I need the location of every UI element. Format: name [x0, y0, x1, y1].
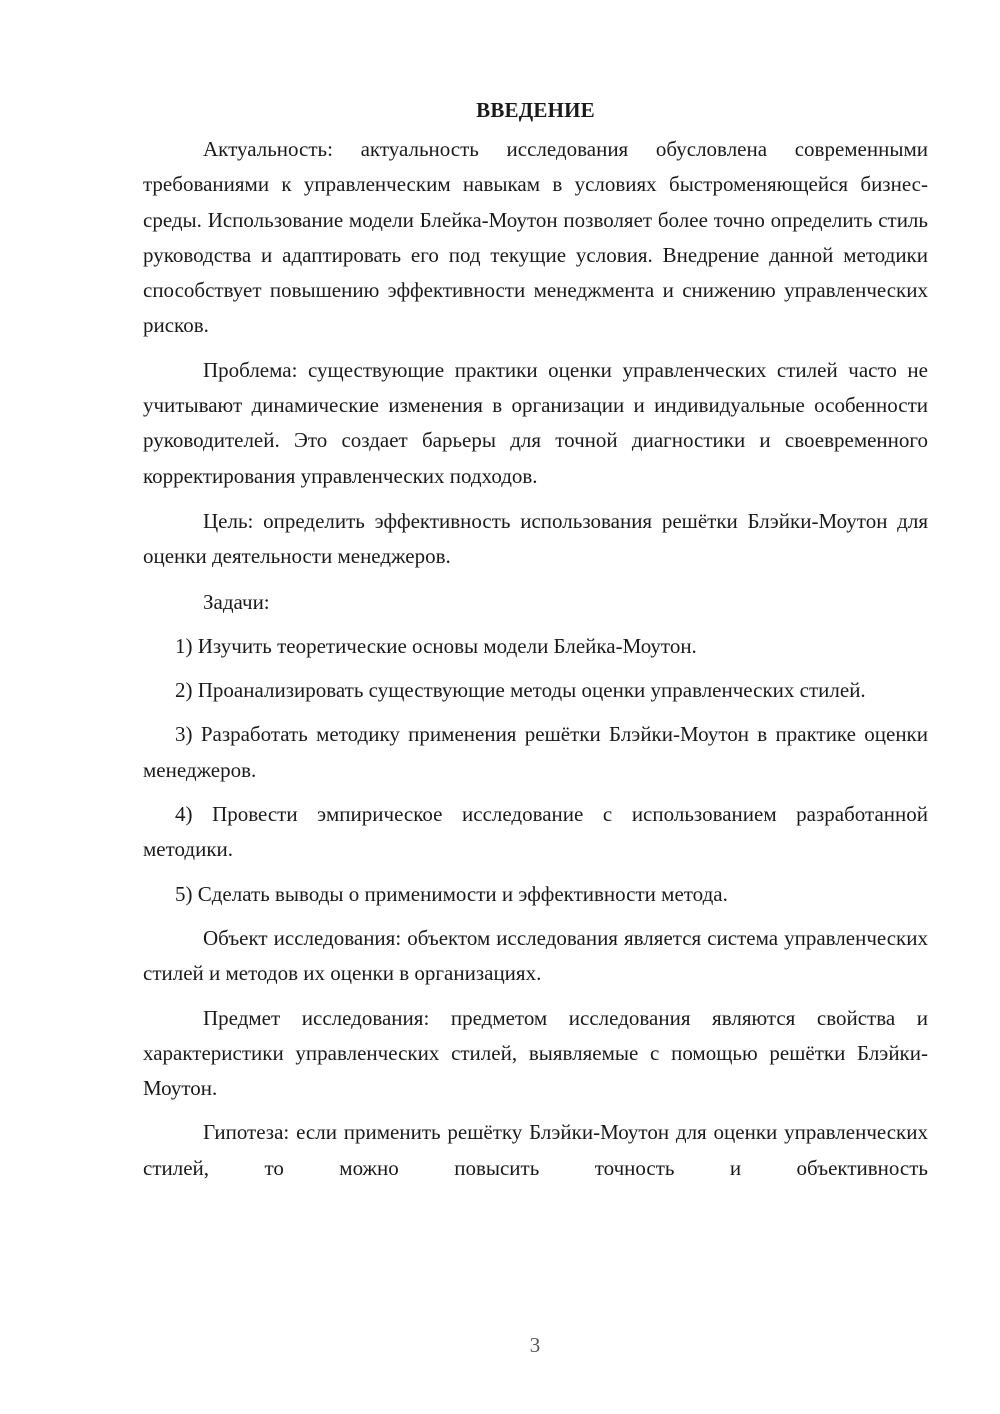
tasks-list [143, 629, 928, 912]
task-item-4: 4) Провести эмпирическое исследование с использованием разработанной методики. [143, 802, 928, 862]
problem-paragraph: Проблема: существующие практики оценки управленческих стилей часто не учитывают динамические изменения в организации и индивидуальные особенности руководителей. Это создает барьеры для точной диагностики и своевременного корректирования управленческих подходов. [143, 357, 928, 488]
hypothesis-paragraph: Гипотеза: если применить решётку Блэйки-Моутон для оценки управленческих стилей, то можно повысить точность и объективность [143, 1120, 928, 1180]
goal-paragraph: Цель: определить эффективность использования решётки Блэйки-Моутон для оценки деятельности менеджеров. [143, 508, 928, 569]
task-item-1: 1) Изучить теоретические основы модели Блейка-Моутон. [175, 633, 697, 658]
task-item-3: 3) Разработать методику применения решётки Блэйки-Моутон в практике оценки менеджеров. [143, 722, 928, 782]
relevance-paragraph: Актуальность: актуальность исследования обусловлена современными требованиями к управленческим навыкам в условиях быстроменяющейся бизнес-среды. Использование модели Блейка-Моутон позволяет более точно определить стиль руководства и адаптировать его под текущие условия. Внедрение данной методики способствует повышению эффективности менеджмента и снижению управленческих рисков. [143, 137, 928, 338]
document-page [143, 88, 928, 1186]
object-paragraph: Объект исследования: объектом исследования является система управленческих стилей и методов их оценки в организациях. [143, 925, 928, 986]
tasks-label: Задачи: [203, 589, 270, 614]
subject-paragraph: Предмет исследования: предметом исследования являются свойства и характеристики управленческих стилей, выявляемые с помощью решётки Блэйки-Моутон. [143, 1005, 928, 1101]
task-item-2: 2) Проанализировать существующие методы оценки управленческих стилей. [175, 678, 866, 703]
page-number: 3 [529, 1333, 541, 1357]
page-title: ВВЕДЕНИЕ [476, 98, 595, 122]
task-item-5: 5) Сделать выводы о применимости и эффективности метода. [175, 881, 728, 906]
